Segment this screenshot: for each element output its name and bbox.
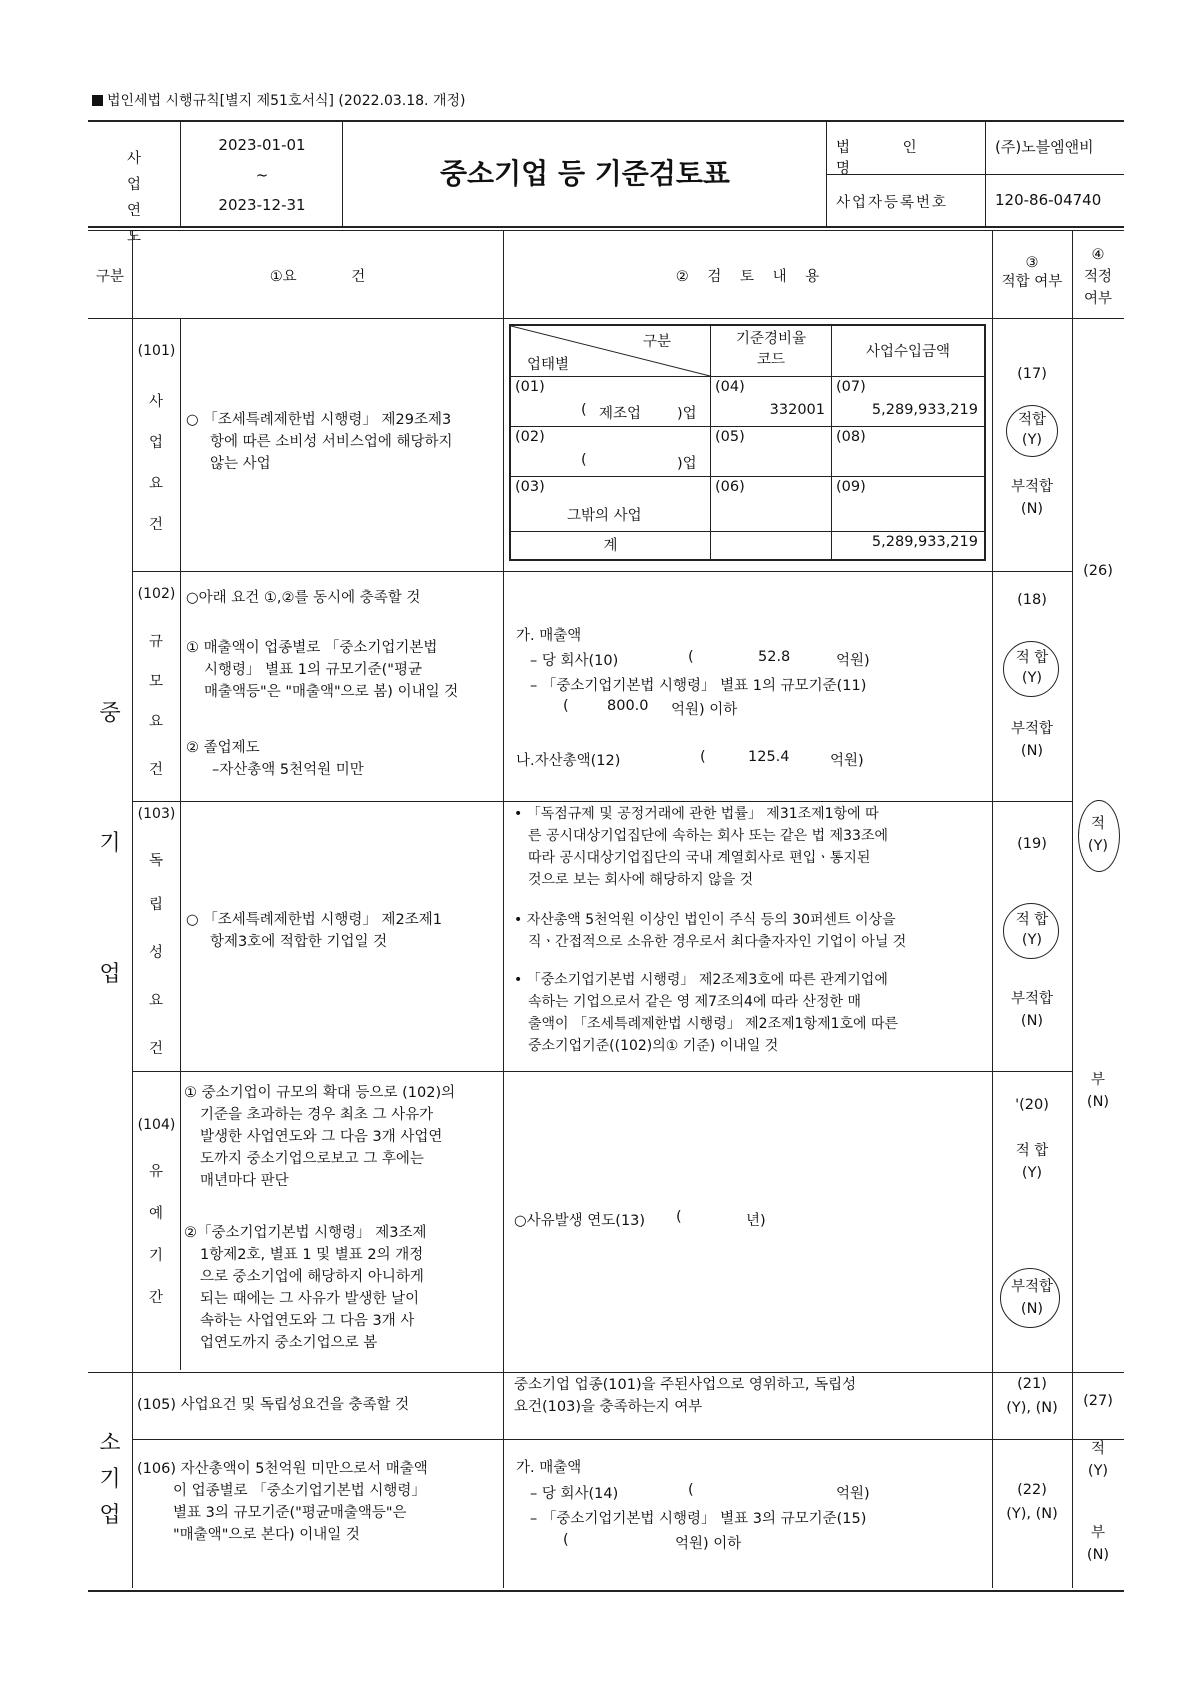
- table-row-1-paren-open: (: [581, 402, 587, 418]
- r102-assets-unit: 억원): [830, 753, 864, 769]
- r103-requirement: [186, 909, 498, 953]
- r103-code: (103): [137, 806, 176, 822]
- col-proper-num: ④: [1091, 247, 1105, 263]
- r102-fit-yes: [992, 648, 1072, 688]
- r104-fit-num: '(20): [1015, 1097, 1049, 1113]
- r101-vlabel-4: 건: [148, 517, 163, 533]
- corp-name-label: 법 인 명: [836, 140, 941, 177]
- r103-fit-num: (19): [1017, 836, 1047, 852]
- r103-review1-line-3: 따라 공시대상기업집단의 국내 계열회사로 편입ㆍ통지된: [528, 850, 871, 866]
- r105-requirement: (105) 사업요건 및 독립성요건을 충족할 것: [137, 1397, 410, 1413]
- r102-req2-line-2: –자산총액 5천억원 미만: [212, 762, 364, 778]
- col-proper: [1072, 244, 1124, 310]
- table-row-1-code: 332001: [769, 402, 825, 418]
- r106-req-line-3: 별표 3의 규모기준("평균매출액등"은: [173, 1505, 407, 1521]
- table-row-1-num: (01): [515, 379, 545, 395]
- r106-requirement: [137, 1458, 501, 1546]
- r101-fit-num: (17): [1017, 366, 1047, 382]
- small-proper-yes-code: (Y): [1087, 1463, 1109, 1479]
- r104-req2-line-4: 되는 때에는 그 사유가 발생한 날이: [200, 1291, 420, 1307]
- r103-review1-line-4: 것으로 보는 회사에 해당하지 않을 것: [528, 872, 754, 888]
- period-end: 2023-12-31: [218, 196, 306, 214]
- period-separator: ~: [255, 166, 269, 184]
- r101-fit-no-code: (N): [1020, 501, 1044, 517]
- corp-name: (주)노블엠앤비: [995, 138, 1094, 156]
- r104-code: (104): [137, 1117, 176, 1133]
- r101-req-line-3: 않는 사업: [210, 456, 271, 472]
- r101-vlabel-3: 요: [148, 476, 163, 492]
- small-proper-num: (27): [1083, 1393, 1113, 1409]
- col-fit: [992, 254, 1072, 292]
- table-header-kind: 구분: [643, 334, 672, 350]
- r102-review-a: 가. 매출액: [516, 628, 582, 644]
- sme-proper-yes: [1072, 813, 1124, 857]
- r104-req2-line-5: 속하는 사업연도와 그 다음 3개 사: [200, 1313, 415, 1329]
- r106-review-a1: [530, 1482, 980, 1503]
- r102-assets-label: 나.자산총액(12): [516, 753, 621, 769]
- r104-req-2: [184, 1222, 500, 1354]
- sme-proper-num: (26): [1083, 563, 1113, 579]
- table-row-2-amount-num: (08): [836, 429, 866, 445]
- sme-proper-yes-label: 적: [1090, 816, 1105, 832]
- col-requirement: ①요 건: [269, 269, 366, 285]
- small-proper-no: [1072, 1522, 1124, 1566]
- r102-own-paren: (: [688, 649, 694, 665]
- r104-vlabel-3: 기: [148, 1248, 163, 1264]
- r101-vlabel-1: 사: [148, 394, 163, 410]
- year-label-2: 연 도: [126, 203, 171, 245]
- r102-vlabel-4: 건: [148, 762, 163, 778]
- r104-vlabel-2: 예: [148, 1206, 163, 1222]
- table-total-label: 계: [603, 538, 618, 554]
- col-category: 구분: [95, 269, 124, 285]
- table-row-3-amount-num: (09): [836, 479, 866, 495]
- r102-fit-yes-label: 적 합: [1015, 650, 1049, 666]
- table-header-business: 업태별: [527, 357, 570, 373]
- table-row-1-code-num: (04): [715, 379, 745, 395]
- r102-code: (102): [137, 586, 176, 602]
- table-header-rate-1: 기준경비율: [735, 331, 807, 347]
- r102-fit-no-label: 부적합: [1010, 721, 1054, 737]
- r103-fit-no-label: 부적합: [1010, 991, 1054, 1007]
- col-proper-label-1: 적정: [1083, 269, 1112, 285]
- r102-req2-line-1: ② 졸업제도: [186, 740, 260, 756]
- r103-fit-no: [992, 988, 1072, 1032]
- r104-reason-year-unit: 년): [746, 1213, 766, 1229]
- small-proper-no-label: 부: [1090, 1525, 1105, 1541]
- r102-fit-no-code: (N): [1020, 743, 1044, 759]
- table-total-amount: 5,289,933,219: [871, 534, 978, 550]
- r106-review-a3: [563, 1532, 863, 1552]
- r102-req1-line-3: 매출액등"은 "매출액"으로 봄) 이내일 것: [204, 684, 459, 700]
- r101-req-line-2: 항에 따른 소비성 서비스업에 해당하지: [210, 434, 453, 450]
- r104-fit-no: [992, 1276, 1072, 1320]
- r106-fit-num: (22): [1017, 1482, 1047, 1498]
- page-title: 중소기업 등 기준검토표: [440, 157, 730, 190]
- r104-req2-line-2: 1항제2호, 별표 1 및 별표 2의 개정: [200, 1247, 424, 1263]
- year-label: [92, 146, 178, 250]
- r101-fit-no: [992, 476, 1072, 520]
- table-row-1-industry: 제조업: [599, 406, 642, 422]
- r104-vlabel-4: 간: [148, 1290, 163, 1306]
- r103-vlabel-1: 독: [148, 853, 163, 869]
- r106-req-line-1: (106) 자산총액이 5천억원 미만으로서 매출액: [137, 1461, 428, 1477]
- r104-fit-yes: [992, 1140, 1072, 1184]
- r103-fit-yes-label: 적 합: [1015, 912, 1049, 928]
- year-label-1: 사 업: [126, 151, 171, 193]
- r104-req1-line-3: 발생한 사업연도와 그 다음 3개 사업연: [200, 1129, 443, 1145]
- table-header-rate-2: 코드: [756, 352, 785, 368]
- r103-review-3: [514, 969, 988, 1057]
- r103-req-line-2: 항제3호에 적합한 기업일 것: [210, 934, 388, 950]
- form-header: [92, 90, 465, 110]
- r103-fit-yes-code: (Y): [1021, 932, 1043, 948]
- r102-review-b: [516, 749, 976, 770]
- period-start: 2023-01-01: [218, 136, 306, 154]
- r101-fit-yes-label: 적합: [1017, 412, 1046, 428]
- r103-review1-line-2: 른 공시대상기업집단에 속하는 회사 또는 같은 법 제33조에: [528, 828, 889, 844]
- col-proper-label-2: 여부: [1083, 291, 1112, 307]
- r105-review-line-1: 중소기업 업종(101)을 주된사업으로 영위하고, 독립성: [514, 1377, 857, 1393]
- r103-vlabel-3: 성: [148, 945, 163, 961]
- table-row-3-num: (03): [515, 479, 545, 495]
- side-label-small: [88, 1426, 132, 1534]
- r104-vlabel-1: 유: [148, 1164, 163, 1180]
- r106-review-a: 가. 매출액: [516, 1460, 582, 1476]
- table-header-amount: 사업수입금액: [865, 344, 951, 360]
- r105-fit-num: (21): [1017, 1376, 1047, 1392]
- r102-fit-no: [992, 718, 1072, 762]
- r102-vlabel-2: 모: [148, 674, 163, 690]
- r103-review3-line-4: 중소기업기준((102)의① 기준) 이내일 것: [528, 1038, 779, 1054]
- r106-own-company-label: – 당 회사(14): [530, 1486, 619, 1502]
- r101-business-table: [509, 324, 986, 561]
- r104-reason-year-label: ○사유발생 연도(13): [514, 1213, 646, 1229]
- table-row-1-amount: 5,289,933,219: [871, 402, 978, 418]
- r103-fit-yes: [992, 910, 1072, 950]
- biz-no-label: 사업자등록번호: [836, 195, 949, 211]
- sme-proper-no: [1072, 1069, 1124, 1113]
- table-row-1-amount-num: (07): [836, 379, 866, 395]
- r103-fit-no-code: (N): [1020, 1013, 1044, 1029]
- small-proper-no-code: (N): [1086, 1547, 1110, 1563]
- small-proper-yes-label: 적: [1090, 1441, 1105, 1457]
- r102-std-paren: (: [563, 698, 569, 714]
- r102-req1-line-1: ① 매출액이 업종별로 「중소기업기본법: [186, 640, 438, 656]
- r101-fit-yes: [992, 410, 1072, 450]
- form-header-text: 법인세법 시행규칙[별지 제51호서식] (2022.03.18. 개정): [107, 93, 466, 109]
- small-proper-yes: [1072, 1438, 1124, 1482]
- side-label-small-1: 소: [99, 1431, 121, 1456]
- r104-req2-line-6: 업연도까지 중소기업으로 봄: [200, 1335, 378, 1351]
- r104-fit-yes-code: (Y): [1021, 1165, 1043, 1181]
- r104-req2-line-3: 으로 중소기업에 해당하지 아니하게: [200, 1269, 424, 1285]
- r106-std-paren: (: [563, 1532, 569, 1548]
- r102-vlabel-3: 요: [148, 714, 163, 730]
- r106-req-line-4: "매출액"으로 본다) 이내일 것: [173, 1527, 360, 1543]
- r102-fit-yes-code: (Y): [1021, 670, 1043, 686]
- table-row-3-code-num: (06): [715, 479, 745, 495]
- table-row-2-num: (02): [515, 429, 545, 445]
- r102-std-value: 800.0: [607, 698, 649, 714]
- r104-req1-line-2: 기준을 초과하는 경우 최초 그 사유가: [200, 1107, 434, 1123]
- r102-req-head: ○아래 요건 ①,②를 동시에 충족할 것: [186, 590, 421, 606]
- r103-review3-line-1: • 「중소기업기본법 시행령」 제2조제3호에 따른 관계기업에: [514, 972, 888, 988]
- r103-review3-line-3: 출액이 「조세특례제한법 시행령」 제2조제1항제1호에 따른: [528, 1016, 899, 1032]
- r102-review-a1: [530, 649, 980, 670]
- r105-fit-yn: (Y), (N): [1006, 1400, 1058, 1416]
- sme-proper-no-label: 부: [1090, 1072, 1105, 1088]
- r101-fit-no-label: 부적합: [1010, 479, 1054, 495]
- r102-req-1: [186, 637, 498, 703]
- r104-reason-year-paren: (: [676, 1209, 682, 1225]
- square-bullet-icon: [92, 95, 103, 106]
- r101-vlabel-2: 업: [148, 435, 163, 451]
- table-row-2-code-num: (05): [715, 429, 745, 445]
- r106-fit-yn: (Y), (N): [1006, 1506, 1058, 1522]
- r104-fit-no-code: (N): [1020, 1301, 1044, 1317]
- r104-fit-yes-label: 적 합: [1015, 1143, 1049, 1159]
- fiscal-period: [182, 130, 342, 220]
- r101-fit-yes-code: (Y): [1021, 432, 1043, 448]
- r102-own-sales: 52.8: [758, 649, 791, 665]
- r104-fit-no-label: 부적합: [1010, 1279, 1054, 1295]
- r104-req1-line-4: 도까지 중소기업으로보고 그 후에는: [200, 1151, 424, 1167]
- r102-own-company-label: – 당 회사(10): [530, 653, 619, 669]
- r105-review-line-2: 요건(103)을 충족하는지 여부: [514, 1399, 703, 1415]
- r104-req1-line-5: 매년마다 판단: [200, 1173, 289, 1189]
- r102-req-2: [186, 737, 498, 781]
- r103-review-2: [514, 909, 988, 953]
- r102-std-unit: 억원) 이하: [671, 702, 738, 718]
- r106-std-unit: 억원) 이하: [675, 1536, 742, 1552]
- table-row-2-paren-open: (: [581, 452, 587, 468]
- r101-code: (101): [137, 343, 176, 359]
- r103-req-line-1: ○ 「조세특례제한법 시행령」 제2조제1: [186, 912, 443, 928]
- r103-vlabel-4: 요: [148, 993, 163, 1009]
- col-fit-label: 적합 여부: [1001, 274, 1063, 290]
- r102-fit-num: (18): [1017, 592, 1047, 608]
- r106-req-line-2: 이 업종별로 「중소기업기본법 시행령」: [173, 1483, 426, 1499]
- r106-own-paren: (: [688, 1482, 694, 1498]
- r102-own-unit: 억원): [836, 653, 870, 669]
- r102-assets-paren: (: [700, 749, 706, 765]
- r101-requirement: [186, 409, 496, 475]
- r103-review1-line-1: • 「독점규제 및 공정거래에 관한 법률」 제31조제1항에 따: [514, 806, 879, 822]
- r104-req1-line-1: ① 중소기업이 규모의 확대 등으로 (102)의: [184, 1085, 456, 1101]
- r103-vlabel-2: 립: [148, 897, 163, 913]
- side-label-small-2: 기: [99, 1467, 121, 1492]
- sme-proper-yes-code: (Y): [1087, 838, 1109, 854]
- r102-review-a3: [563, 698, 863, 718]
- r103-review3-line-2: 속하는 기업으로서 같은 영 제7조의4에 따라 산정한 매: [528, 994, 861, 1010]
- r102-req1-line-2: 시행령」 별표 1의 규모기준("평균: [204, 662, 422, 678]
- r102-assets-value: 125.4: [748, 749, 790, 765]
- r106-review-a2: – 「중소기업기본법 시행령」 별표 3의 규모기준(15): [530, 1511, 867, 1527]
- table-header-rate: [711, 329, 831, 371]
- table-row-1-paren-close: )업: [677, 406, 697, 422]
- table-row-2-paren-close: )업: [677, 456, 697, 472]
- r103-review-1: [514, 803, 988, 891]
- r104-req2-line-1: ②「중소기업기본법 시행령」 제3조제: [184, 1225, 427, 1241]
- sme-proper-no-code: (N): [1086, 1094, 1110, 1110]
- biz-no: 120-86-04740: [995, 191, 1102, 209]
- r105-review: [514, 1374, 988, 1418]
- r102-vlabel-1: 규: [148, 634, 163, 650]
- side-label-small-3: 업: [99, 1503, 121, 1528]
- table-row-3-industry: 그밖의 사업: [567, 508, 642, 524]
- r102-review-a2: – 「중소기업기본법 시행령」 별표 1의 규모기준(11): [530, 678, 867, 694]
- r104-req-1: [184, 1082, 500, 1192]
- col-review: ② 검 토 내 용: [675, 269, 820, 285]
- r103-review2-line-2: 직ㆍ간접적으로 소유한 경우로서 최다출자자인 기업이 아닐 것: [528, 934, 907, 950]
- r101-req-line-1: ○ 「조세특례제한법 시행령」 제29조제3: [186, 412, 452, 428]
- r103-vlabel-5: 건: [148, 1041, 163, 1057]
- r104-review: [514, 1209, 974, 1230]
- col-fit-num: ③: [1025, 255, 1039, 271]
- r106-own-unit: 억원): [836, 1486, 870, 1502]
- r103-review2-line-1: • 자산총액 5천억원 이상인 법인이 주식 등의 30퍼센트 이상을: [514, 912, 896, 928]
